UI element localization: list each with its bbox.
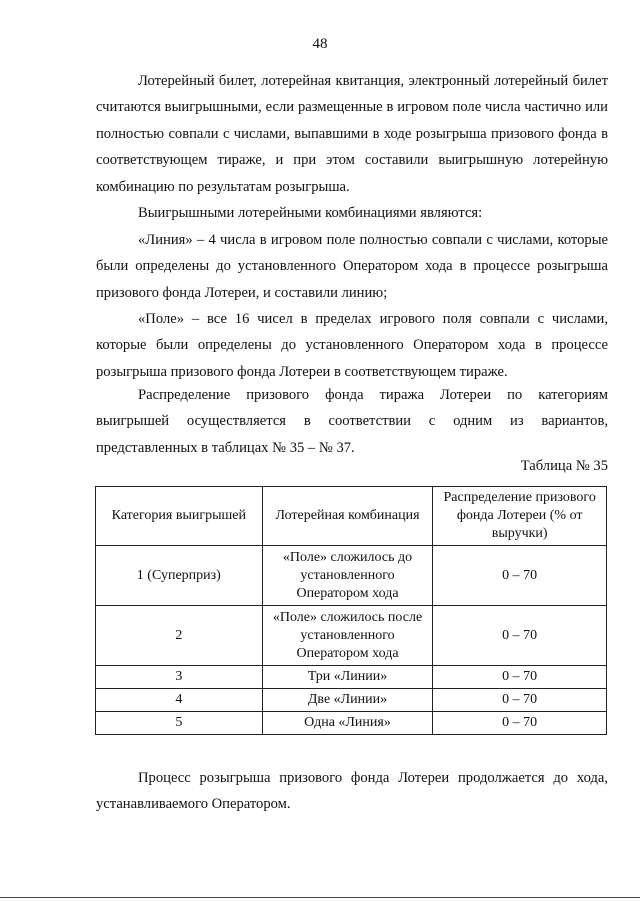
table-row (96, 546, 607, 606)
header-distribution: Распределение призового фонда Лотереи (% от выручки) (433, 487, 607, 546)
prize-distribution-table (95, 486, 607, 735)
header-combination: Лотерейная комбинация (262, 487, 433, 546)
cell-distribution: 0 – 70 (433, 606, 607, 666)
cell-distribution: 0 – 70 (433, 666, 607, 689)
table-row (96, 689, 607, 712)
cell-category: 3 (96, 666, 263, 689)
cell-category: 5 (96, 712, 263, 735)
paragraph-line-definition: «Линия» – 4 числа в игровом поле полностью совпали с числами, которые были определены до установленного Оператором хода в процессе розыгрыша призового фонда Лотереи, и составили линию; (96, 232, 608, 301)
paragraph-closing: Процесс розыгрыша призового фонда Лотереи продолжается до хода, устанавливаемого Оператором. (96, 770, 608, 813)
cell-combination: «Поле» сложилось после установленного Оператором хода (262, 606, 433, 666)
table-row (96, 712, 607, 735)
cell-distribution: 0 – 70 (433, 689, 607, 712)
paragraph-distribution: Распределение призового фонда тиража Лотереи по категориям выигрышей осуществляется в соответствии с одним из вариантов, представленных в таблицах № 35 – № 37. (96, 387, 608, 456)
table-header-row (96, 487, 607, 546)
header-category: Категория выигрышей (96, 487, 263, 546)
table-row (96, 666, 607, 689)
cell-distribution: 0 – 70 (433, 712, 607, 735)
cell-distribution: 0 – 70 (433, 546, 607, 606)
cell-combination: Три «Линии» (262, 666, 433, 689)
table-caption: Таблица № 35 (520, 458, 608, 474)
cell-combination: Две «Линии» (262, 689, 433, 712)
cell-category: 2 (96, 606, 263, 666)
cell-category: 4 (96, 689, 263, 712)
paragraph-winning-tickets: Лотерейный билет, лотерейная квитанция, электронный лотерейный билет считаются выигрышными, если размещенные в игровом поле числа частично или полностью совпали с числами, выпавшими в ходе розыгрыша призового фонда в соответствующем тираже, и при этом составили выигрышную лотерейную комбинацию по результатам розыгрыша. (96, 73, 608, 195)
cell-category: 1 (Суперприз) (96, 546, 263, 606)
page-bottom-edge (0, 897, 640, 898)
paragraph-combinations-intro: Выигрышными лотерейными комбинациями являются: (138, 205, 483, 221)
table-row (96, 606, 607, 666)
paragraph-field-definition: «Поле» – все 16 чисел в пределах игрового поля совпали с числами, которые были определены до установленного Оператором хода в процессе розыгрыша призового фонда Лотереи в соответствующем тираже. (96, 311, 608, 380)
page-number: 48 (312, 36, 328, 52)
cell-combination: Одна «Линия» (262, 712, 433, 735)
cell-combination: «Поле» сложилось до установленного Оператором хода (262, 546, 433, 606)
